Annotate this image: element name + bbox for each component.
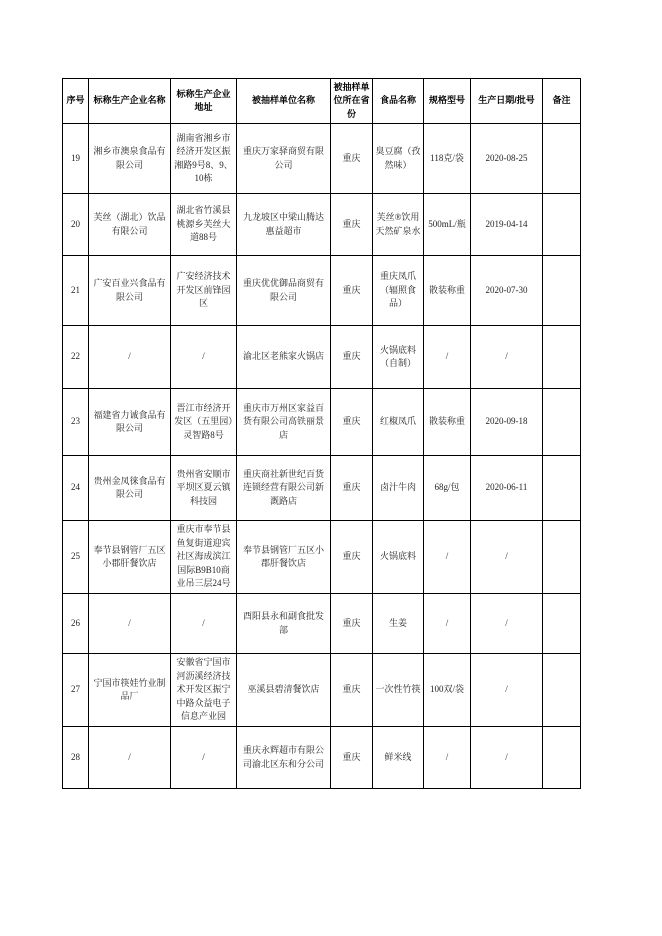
table-cell: 生姜 [373,594,424,654]
table-cell: 500mL/瓶 [424,194,471,256]
table-row [63,594,581,654]
column-header-7: 生产日期/批号 [471,79,543,124]
table-cell: / [171,727,237,789]
table-cell [543,521,581,594]
table-row [63,124,581,194]
table-cell: 重庆 [331,456,373,521]
table-cell: 红椒凤爪 [373,389,424,456]
table-cell: 贵州省安顺市平坝区夏云镇科技园 [171,456,237,521]
table-cell: 26 [63,594,89,654]
column-header-6: 规格型号 [424,79,471,124]
table-cell: 重庆万家驿商贸有限公司 [237,124,331,194]
table-cell: / [471,521,543,594]
table-cell [543,194,581,256]
table-cell: 宁国市筷娃竹业制品厂 [89,654,171,727]
table-cell: / [89,594,171,654]
table-cell: 重庆 [331,256,373,326]
table-cell: 贵州金凤徕食品有限公司 [89,456,171,521]
table-cell: 重庆市奉节县鱼复街道迎宾社区海成滨江国际B9B10商业吊三层24号 [171,521,237,594]
table-cell: 25 [63,521,89,594]
header-row [63,79,581,124]
table-cell: 重庆市万州区家益百货有限公司高铁丽景店 [237,389,331,456]
table-cell: 重庆 [331,326,373,389]
table-cell: 重庆 [331,194,373,256]
table-cell: 2019-04-14 [471,194,543,256]
table-cell: / [471,594,543,654]
column-header-8: 备注 [543,79,581,124]
table-cell: 芙丝®饮用天然矿泉水 [373,194,424,256]
table-cell: 火锅底料（自制） [373,326,424,389]
table-cell: 118克/袋 [424,124,471,194]
table-cell [543,727,581,789]
column-header-1: 标称生产企业名称 [89,79,171,124]
table-cell: / [89,326,171,389]
column-header-3: 被抽样单位名称 [237,79,331,124]
table-cell: 2020-08-25 [471,124,543,194]
column-header-5: 食品名称 [373,79,424,124]
table-cell: 鲜米线 [373,727,424,789]
table-cell: 安徽省宁国市河沥溪经济技术开发区振宁中路众益电子信息产业园 [171,654,237,727]
table-cell: 臭豆腐（孜然味） [373,124,424,194]
table-cell: / [424,326,471,389]
table-cell: 散装称重 [424,389,471,456]
table-row [63,326,581,389]
table-cell: 卤汁牛肉 [373,456,424,521]
table-cell: 火锅底料 [373,521,424,594]
table-cell: 27 [63,654,89,727]
table-row [63,256,581,326]
table-cell [543,456,581,521]
table-cell: 2020-07-30 [471,256,543,326]
table-cell [543,654,581,727]
table-cell: / [471,326,543,389]
table-cell: 重庆商社新世纪百货连锁经营有限公司新溉路店 [237,456,331,521]
table-cell [543,256,581,326]
table-cell: 晋江市经济开发区（五里园）灵智路8号 [171,389,237,456]
table-cell [543,124,581,194]
table-cell: 渝北区老熊家火锅店 [237,326,331,389]
table-cell: 散装称重 [424,256,471,326]
table-cell: 湖南省湘乡市经济开发区振湘路9号8、9、10栋 [171,124,237,194]
table-cell: 重庆 [331,124,373,194]
table-cell: 20 [63,194,89,256]
table-cell: 21 [63,256,89,326]
table-cell: 奉节县钢管厂五区小郡肝餐饮店 [89,521,171,594]
table-cell: 湖北省竹溪县桃源乡芙丝大道88号 [171,194,237,256]
table-cell [543,326,581,389]
table-cell: 24 [63,456,89,521]
table-cell: 重庆 [331,594,373,654]
table-cell: 19 [63,124,89,194]
table-cell [543,389,581,456]
table-cell: 68g/包 [424,456,471,521]
table-cell: 广安经济技术开发区前锋园区 [171,256,237,326]
table-cell: 重庆凤爪（辐照食品） [373,256,424,326]
column-header-0: 序号 [63,79,89,124]
table-cell: 重庆优优御品商贸有限公司 [237,256,331,326]
table-cell: 巫溪县碧清餐饮店 [237,654,331,727]
table-cell: 23 [63,389,89,456]
table-cell: / [471,654,543,727]
table-cell: 奉节县钢管厂五区小郡肝餐饮店 [237,521,331,594]
table-cell: / [171,326,237,389]
table-row [63,194,581,256]
table-cell: 广安百业兴食品有限公司 [89,256,171,326]
table-cell: 湘乡市澳泉食品有限公司 [89,124,171,194]
column-header-2: 标称生产企业地址 [171,79,237,124]
table-cell: 福建省力诚食品有限公司 [89,389,171,456]
table-cell: 重庆永辉超市有限公司渝北区东和分公司 [237,727,331,789]
table-cell: / [424,521,471,594]
table-row [63,389,581,456]
table-row [63,654,581,727]
table-cell: 芙丝（湖北）饮品有限公司 [89,194,171,256]
table-cell: 重庆 [331,654,373,727]
column-header-4: 被抽样单位所在省份 [331,79,373,124]
table-cell: 酉阳县永和副食批发部 [237,594,331,654]
food-sampling-table [62,78,581,789]
table-row [63,456,581,521]
table-cell: 重庆 [331,389,373,456]
table-cell: 重庆 [331,521,373,594]
table-row [63,727,581,789]
table-cell: 100双/袋 [424,654,471,727]
table-cell: / [171,594,237,654]
table-cell: / [424,727,471,789]
table-cell: / [471,727,543,789]
table-body [63,124,581,789]
table-cell: 重庆 [331,727,373,789]
table-cell: 28 [63,727,89,789]
table-cell: / [424,594,471,654]
table-header [63,79,581,124]
table-cell: 2020-09-18 [471,389,543,456]
table-cell: 一次性竹筷 [373,654,424,727]
table-cell: 九龙坡区中梁山腾达惠益超市 [237,194,331,256]
table-cell: 2020-06-11 [471,456,543,521]
table-row [63,521,581,594]
table-cell: 22 [63,326,89,389]
table-cell [543,594,581,654]
table-cell: / [89,727,171,789]
